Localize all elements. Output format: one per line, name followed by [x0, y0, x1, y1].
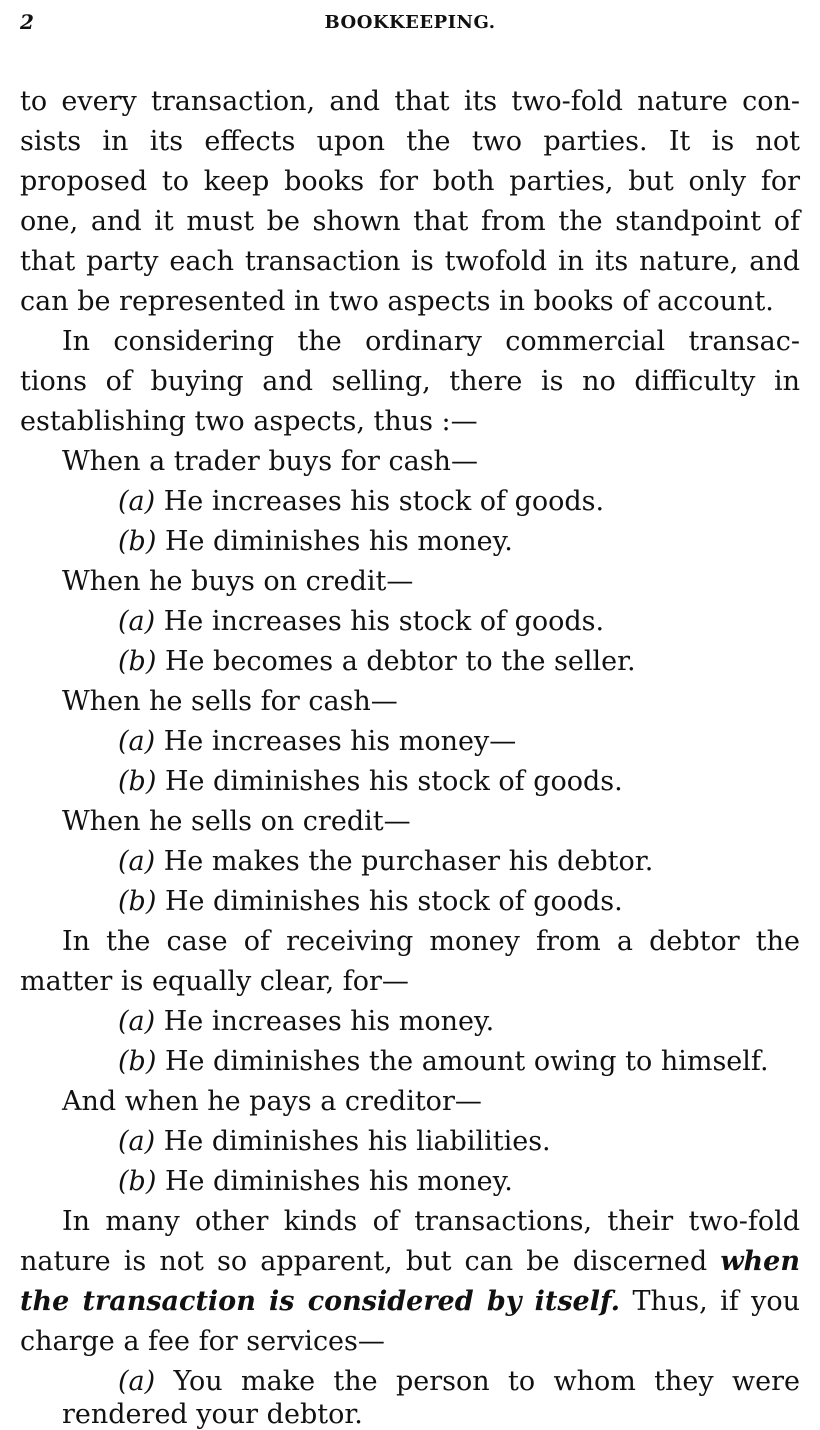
page-number: 2 [20, 10, 34, 34]
item-text: He increases his stock of goods. [163, 606, 605, 637]
item-marker: (a) [118, 846, 156, 877]
item-text: You make the person to whom they were [173, 1366, 800, 1397]
text-line: In considering the ordinary commercial transac- [62, 326, 800, 357]
list-item [118, 1004, 800, 1040]
text-line [20, 1284, 800, 1320]
item-marker: (b) [118, 646, 157, 677]
text-line: tions of buying and selling, there is no difficulty in [20, 366, 800, 397]
case-heading: When he sells on credit— [62, 806, 411, 837]
item-marker: (a) [118, 1366, 156, 1397]
text-line: rendered your debtor. [62, 1399, 363, 1430]
item-marker: (a) [118, 726, 156, 757]
item-marker: (b) [118, 886, 157, 917]
running-head: BOOKKEEPING. [324, 12, 496, 33]
item-text: He diminishes his money. [164, 526, 513, 557]
list-item [118, 764, 800, 800]
emphasis-text: when [720, 1246, 800, 1277]
text-line: that party each transaction is twofold in its nature, and [20, 246, 800, 277]
list-item [118, 1164, 800, 1200]
item-text: He diminishes his stock of goods. [164, 886, 623, 917]
text-segment: Thus, if you [632, 1286, 800, 1317]
list-item [118, 724, 800, 760]
item-text: He diminishes his liabilities. [163, 1126, 551, 1157]
list-item [118, 844, 800, 880]
page-header [0, 10, 820, 44]
text-line: matter is equally clear, for— [20, 966, 409, 997]
case-heading: When he sells for cash— [62, 686, 398, 717]
list-item [118, 524, 800, 560]
item-text: He becomes a debtor to the seller. [164, 646, 636, 677]
case-heading: And when he pays a creditor— [62, 1086, 482, 1117]
text-line: establishing two aspects, thus :— [20, 406, 478, 437]
item-marker: (b) [118, 1166, 157, 1197]
item-text: He diminishes his stock of goods. [164, 766, 623, 797]
text-line: sists in its effects upon the two parties. It is not [20, 126, 800, 157]
item-marker: (a) [118, 1006, 156, 1037]
text-line [20, 1244, 800, 1280]
item-text: He makes the purchaser his debtor. [163, 846, 654, 877]
list-item [118, 884, 800, 920]
item-marker: (b) [118, 766, 157, 797]
list-item [118, 604, 800, 640]
text-line: one, and it must be shown that from the standpoint of [20, 206, 800, 237]
list-item [118, 1124, 800, 1160]
item-marker: (b) [118, 526, 157, 557]
item-marker: (a) [118, 606, 156, 637]
item-marker: (a) [118, 486, 156, 517]
item-text: He increases his money— [163, 726, 517, 757]
text-line: proposed to keep books for both parties, but only for [20, 166, 800, 197]
item-marker: (b) [118, 1046, 157, 1077]
text-line: can be represented in two aspects in books of account. [20, 286, 774, 317]
item-text: He increases his stock of goods. [163, 486, 605, 517]
item-marker: (a) [118, 1126, 156, 1157]
text-line: In the case of receiving money from a debtor the [62, 926, 800, 957]
text-line: In many other kinds of transactions, their two-fold [62, 1206, 800, 1237]
emphasis-text: the transaction is considered by itself. [20, 1286, 621, 1317]
case-heading: When a trader buys for cash— [62, 446, 478, 477]
item-text: He increases his money. [163, 1006, 495, 1037]
list-item [118, 484, 800, 520]
list-item [118, 644, 800, 680]
text-line: to every transaction, and that its two-fold nature con- [20, 86, 800, 117]
list-item [118, 1364, 800, 1400]
item-text: He diminishes his money. [164, 1166, 513, 1197]
item-text: He diminishes the amount owing to himself. [164, 1046, 769, 1077]
text-line: charge a fee for services— [20, 1326, 385, 1357]
list-item [118, 1044, 800, 1080]
text-segment: nature is not so apparent, but can be discerned [20, 1246, 708, 1277]
case-heading: When he buys on credit— [62, 566, 414, 597]
